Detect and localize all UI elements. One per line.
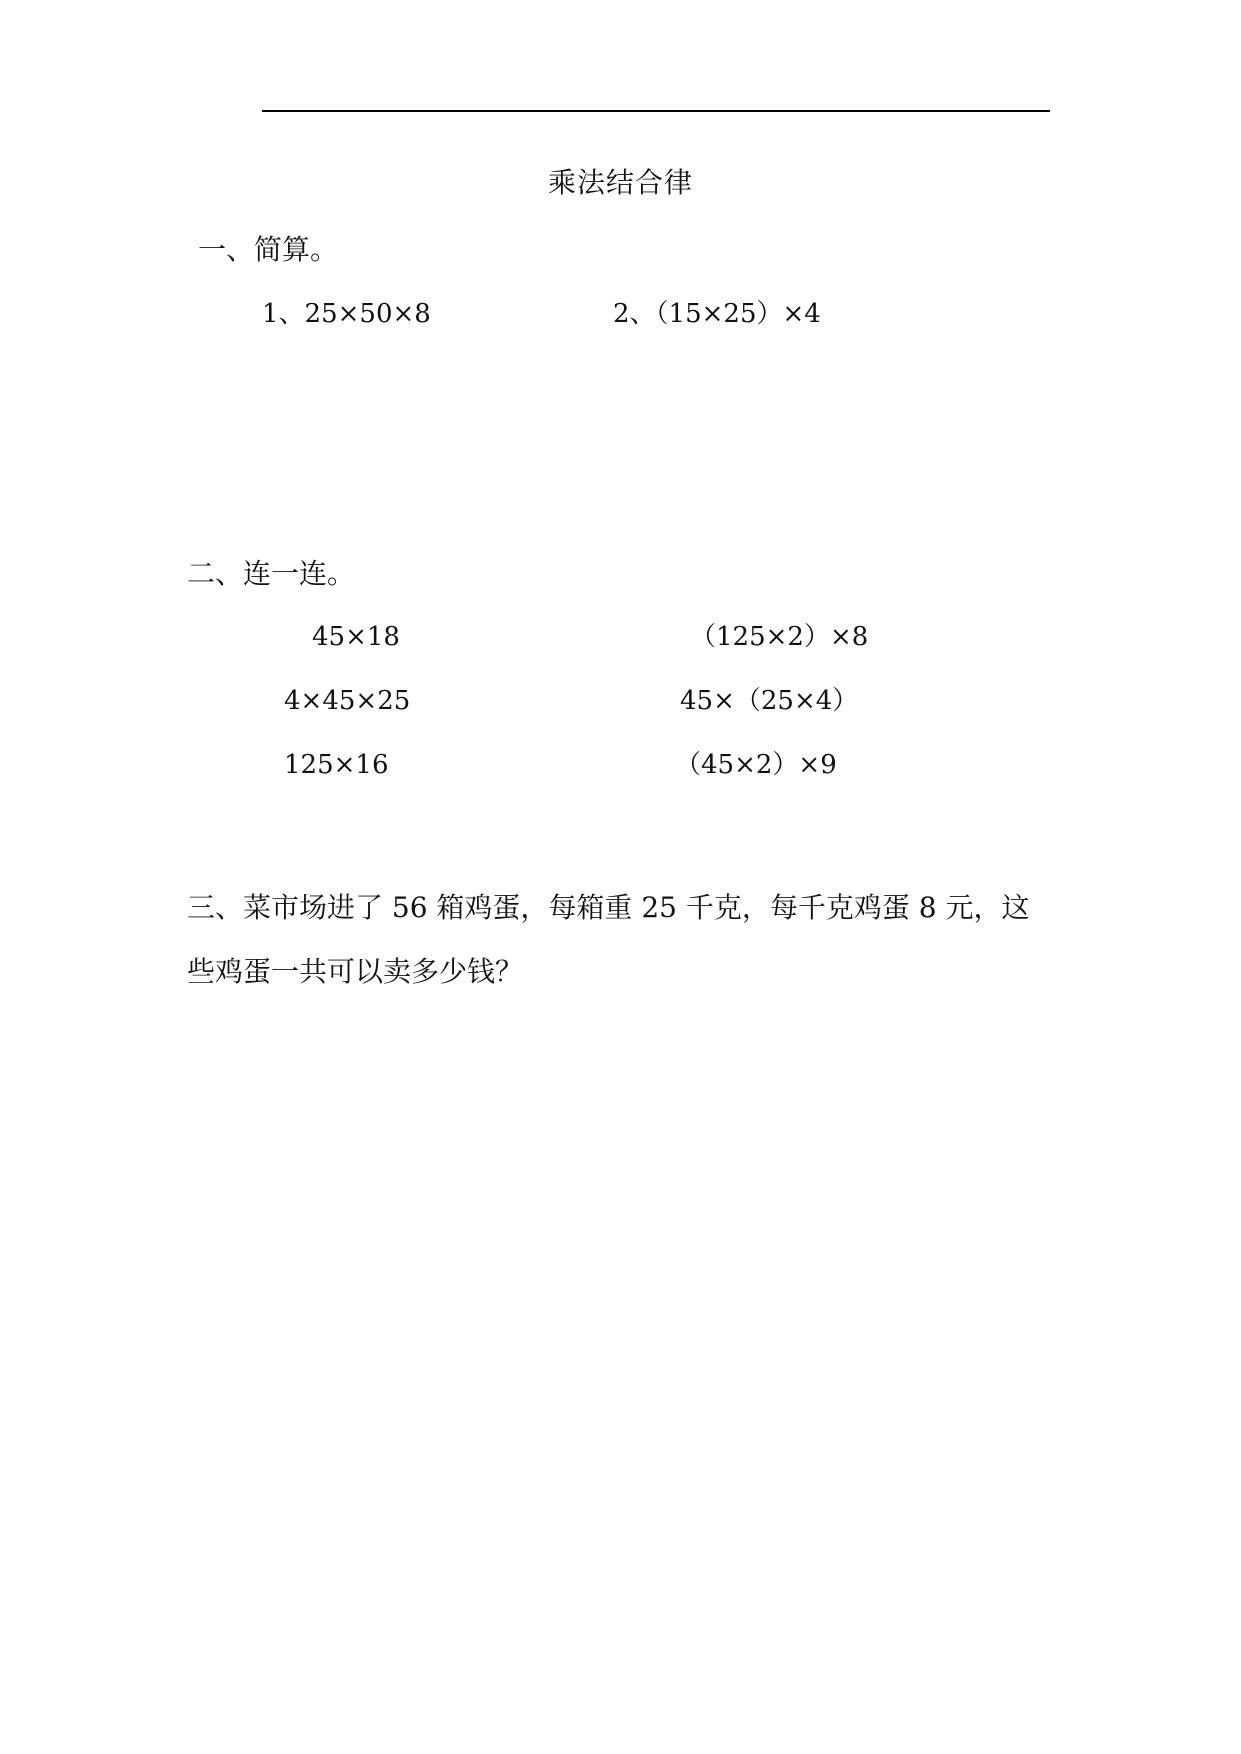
header-rule — [262, 110, 1050, 112]
match-left-1: 45×18 — [312, 622, 400, 652]
problem-2: 2、（15×25）×4 — [613, 299, 821, 329]
match-left-2: 4×45×25 — [284, 686, 411, 716]
section-3-word-problem: 三、菜市场进了 56 箱鸡蛋，每箱重 25 千克，每千克鸡蛋 8 元，这些鸡蛋一共可以卖多少钱？ — [187, 891, 1030, 988]
problem-1: 1、25×50×8 — [262, 299, 431, 329]
page-title: 乘法结合律 — [547, 166, 693, 199]
match-left-3: 125×16 — [284, 750, 389, 780]
match-right-2: 45×（25×4） — [680, 686, 859, 716]
section-1-heading: 一、简算。 — [198, 233, 339, 266]
match-right-1: （125×2）×8 — [690, 622, 869, 652]
section-2-heading: 二、连一连。 — [187, 557, 356, 590]
match-right-3: （45×2）×9 — [675, 750, 837, 780]
